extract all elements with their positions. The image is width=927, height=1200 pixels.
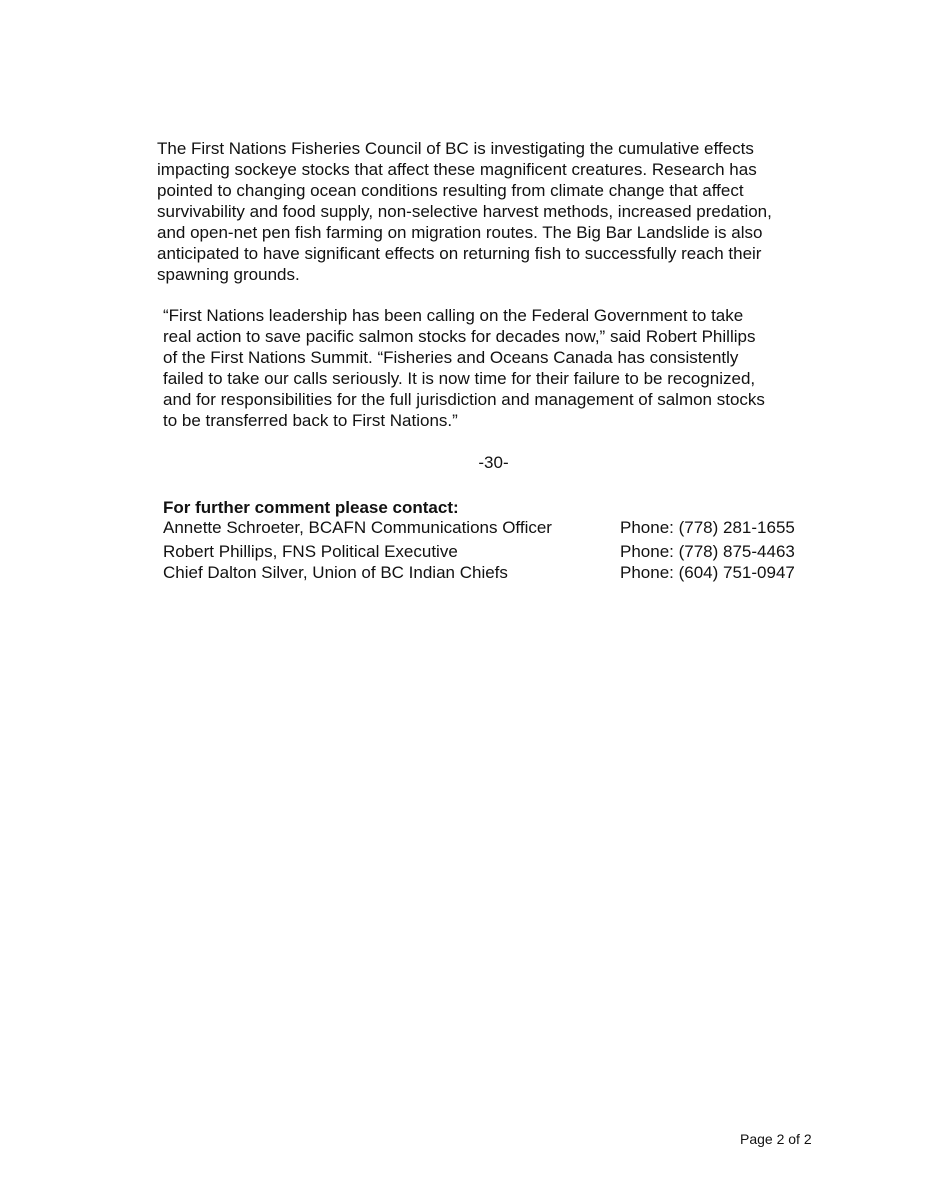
contact-phone: Phone: (778) 875-4463 [620,542,795,561]
quote-line: to be transferred back to First Nations.” [163,411,458,430]
paragraph-line: The First Nations Fisheries Council of BC is investigating the cumulative effects [157,139,754,158]
quote-line: of the First Nations Summit. “Fisheries and Oceans Canada has consistently [163,348,739,367]
contact-name: Annette Schroeter, BCAFN Communications Officer [163,518,552,537]
quote-line: failed to take our calls seriously. It is now time for their failure to be recognized, [163,369,756,388]
paragraph-line: and open-net pen fish farming on migration routes. The Big Bar Landslide is also [157,223,763,242]
contact-phone: Phone: (778) 281-1655 [620,518,795,537]
contact-name: Robert Phillips, FNS Political Executive [163,542,458,561]
quote-line: “First Nations leadership has been calling on the Federal Government to take [163,306,744,325]
paragraph-line: survivability and food supply, non-selective harvest methods, increased predation, [157,202,772,221]
end-mark: -30- [478,453,509,472]
paragraph-line: anticipated to have significant effects on returning fish to successfully reach their [157,244,762,263]
paragraph-line: pointed to changing ocean conditions resulting from climate change that affect [157,181,744,200]
contact-heading: For further comment please contact: [163,498,459,517]
page-number: Page 2 of 2 [740,1131,812,1147]
contact-phone: Phone: (604) 751-0947 [620,563,795,582]
quote-line: real action to save pacific salmon stocks for decades now,” said Robert Phillips [163,327,756,346]
quote-line: and for responsibilities for the full jurisdiction and management of salmon stocks [163,390,765,409]
contact-name: Chief Dalton Silver, Union of BC Indian Chiefs [163,563,508,582]
paragraph-line: impacting sockeye stocks that affect these magnificent creatures. Research has [157,160,757,179]
paragraph-line: spawning grounds. [157,265,300,284]
